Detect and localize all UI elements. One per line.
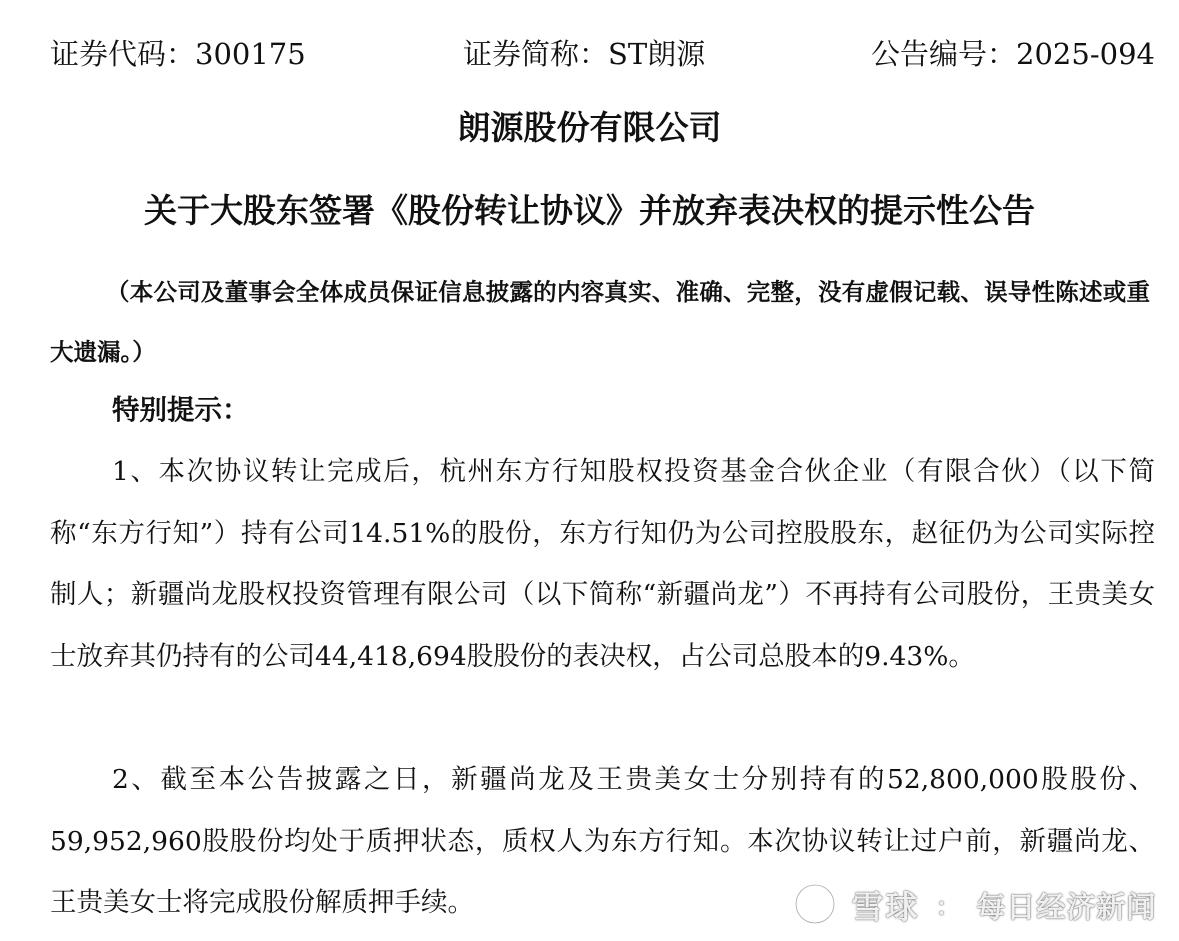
- company-name: 朗源股份有限公司: [457, 108, 722, 147]
- announcement-title: 关于大股东签署《股份转让协议》并放弃表决权的提示性公告: [144, 191, 1035, 230]
- disclaimer-statement: （本公司及董事会全体成员保证信息披露的内容真实、准确、完整，没有虚假记载、误导性陈述或重大遗漏。）: [50, 278, 1150, 366]
- notice-paragraph-2: 2、截至本公告披露之日，新疆尚龙及王贵美女士分别持有的52,800,000股股份、59,952,960股股份均处于质押状态，质权人为东方行知。本次协议转让过户前，新疆尚龙、王贵美女士将完成股份解质押手续。: [50, 764, 1155, 918]
- announcement-header: [50, 30, 1155, 78]
- watermark-brand: 雪球: [851, 887, 920, 926]
- notice-paragraph-1: 1、本次协议转让完成后，杭州东方行知股权投资基金合伙企业（有限合伙）（以下简称“东方行知”）持有公司14.51%的股份，东方行知仍为公司控股股东，赵征仍为公司实际控制人；新疆尚龙股权投资管理有限公司（以下简称“新疆尚龙”）不再持有公司股份，王贵美女士放弃其仍持有的公司44,418,694股股份的表决权，占公司总股本的9.43%。: [50, 456, 1155, 672]
- watermark-source: 每日经济新闻: [976, 889, 1157, 924]
- source-watermark: [793, 876, 1173, 936]
- announcement-number: 公告编号：2025-094: [871, 37, 1155, 71]
- stock-short-name: 证券简称：ST朗源: [463, 37, 706, 71]
- stock-code: 证券代码：300175: [50, 37, 306, 71]
- special-notice-heading: 特别提示：: [112, 394, 250, 426]
- snowball-logo-icon: [793, 882, 837, 926]
- watermark-separator: ：: [935, 892, 960, 921]
